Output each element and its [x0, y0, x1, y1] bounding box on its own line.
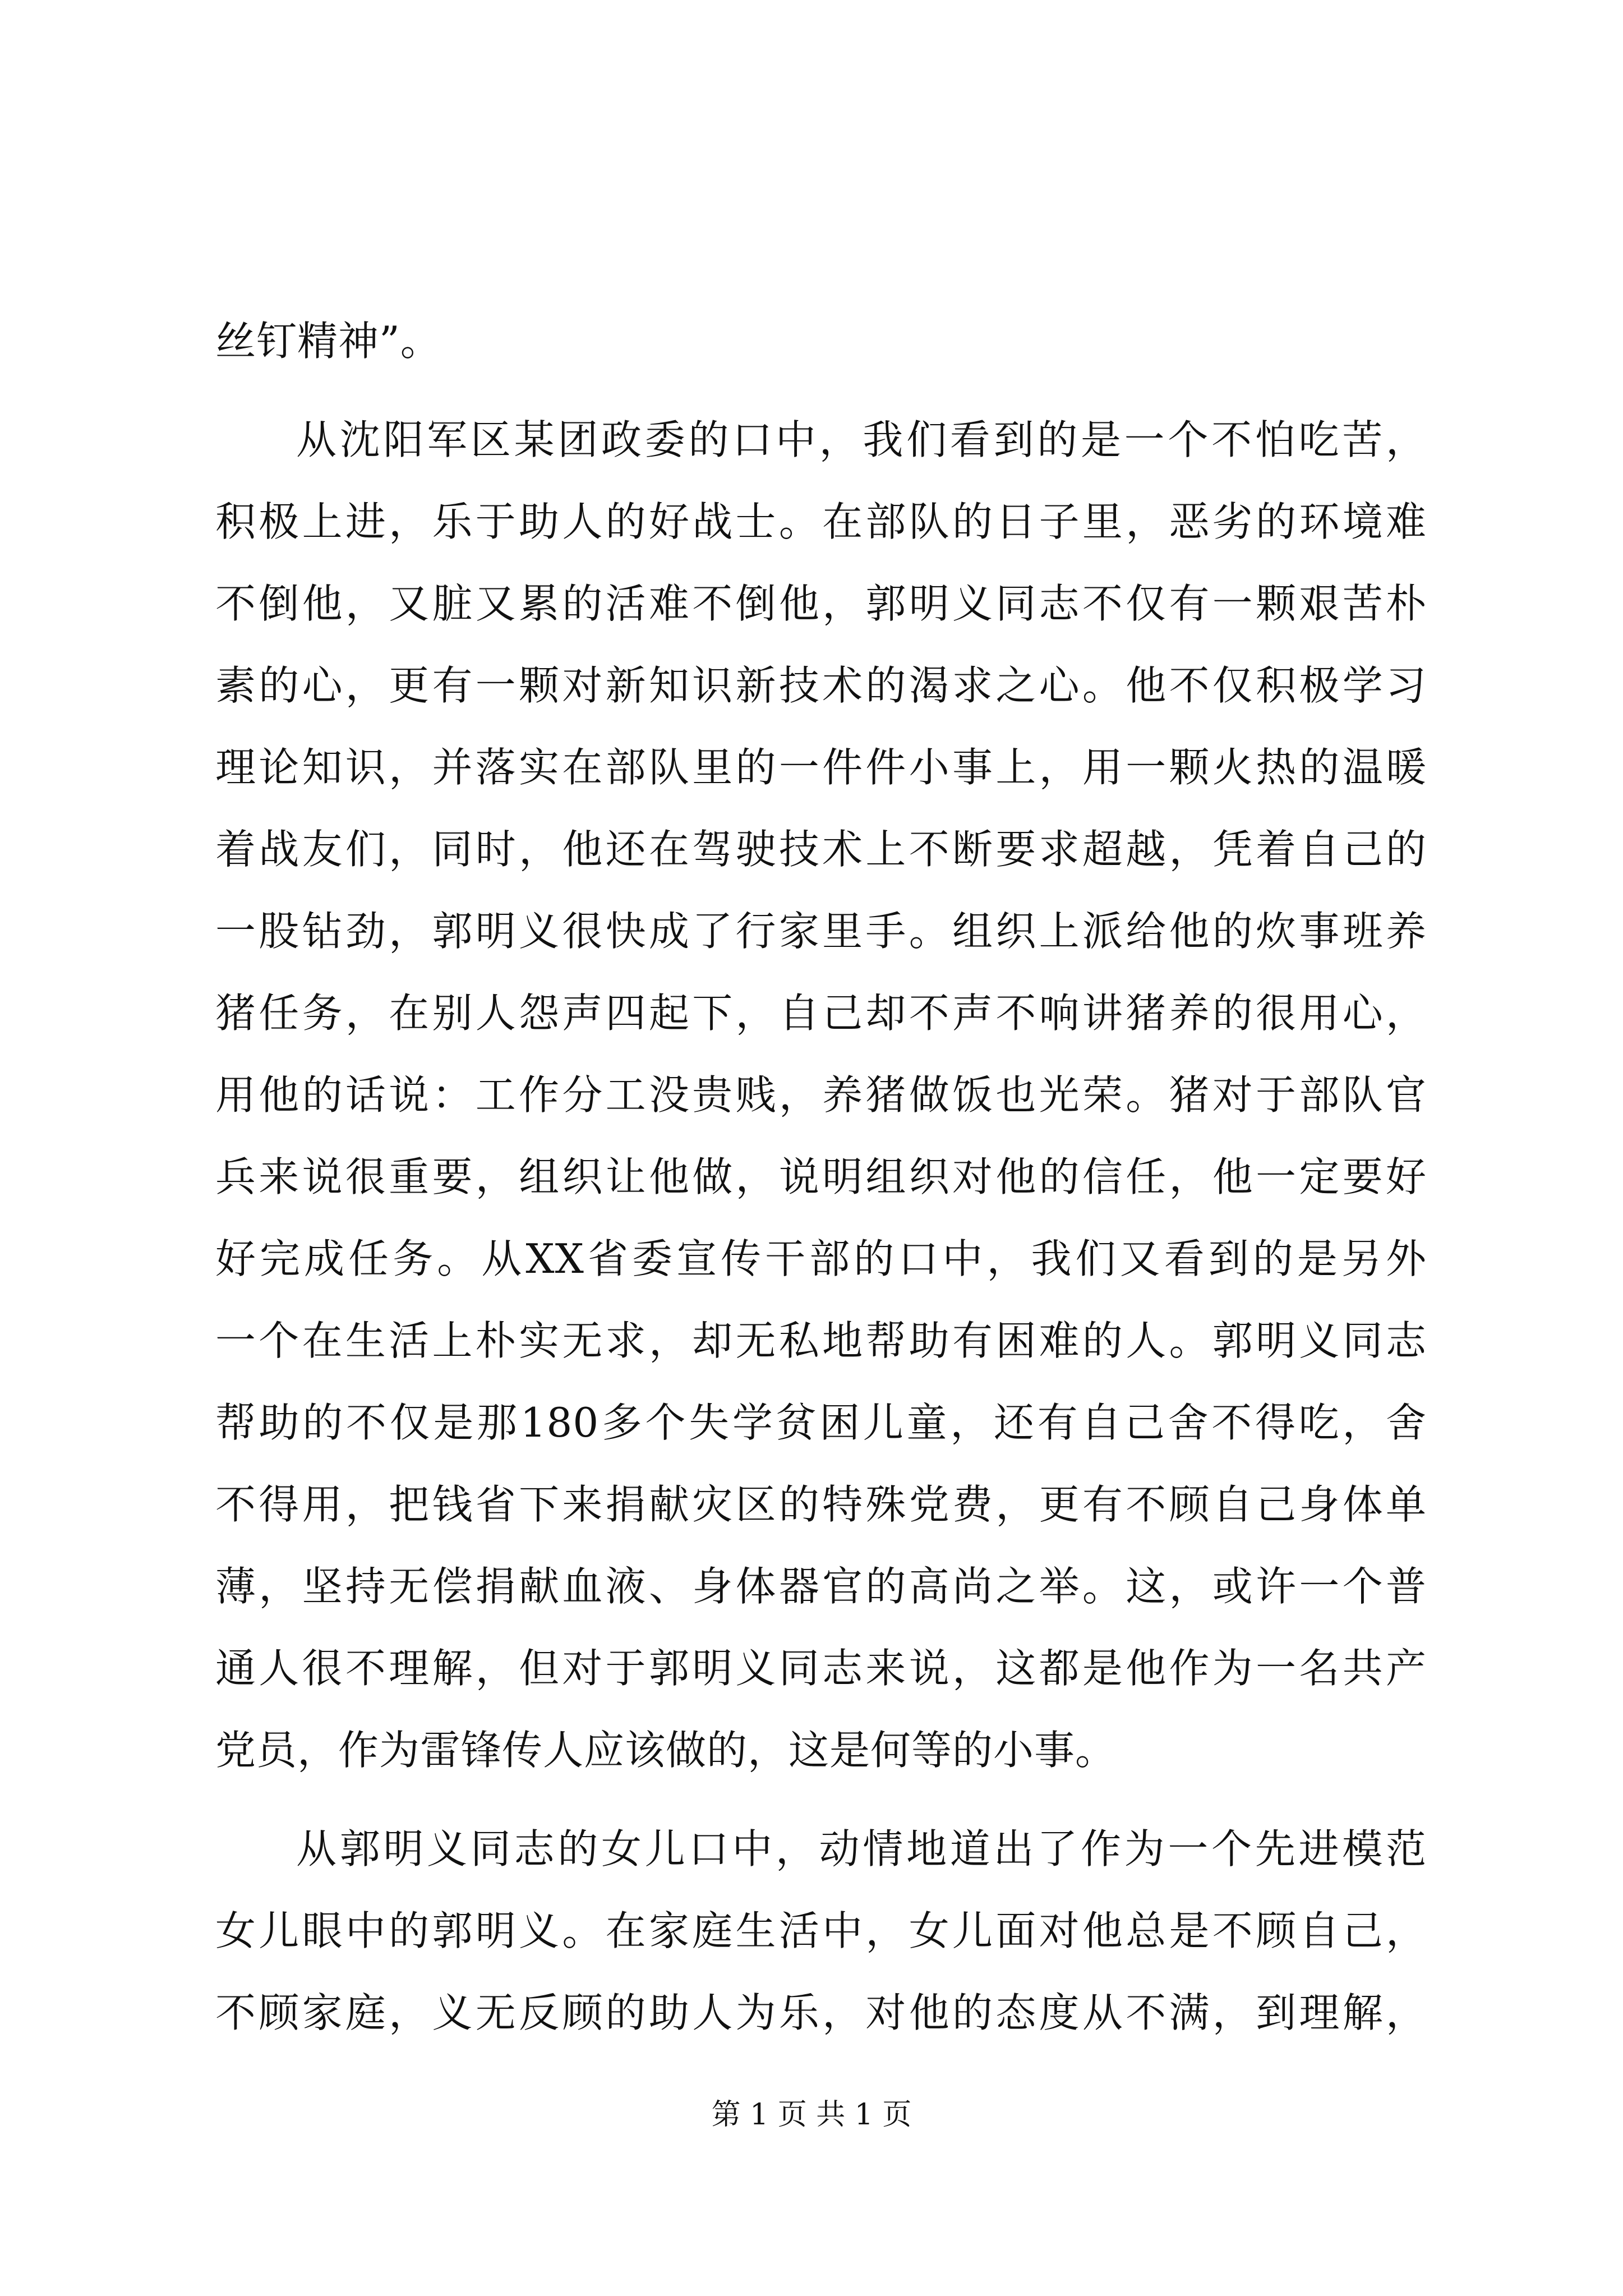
text-line: 一股钻劲，郭明义很快成了行家里手。组织上派给他的炊事班养 [215, 908, 1427, 955]
text-line: 着战友们，同时，他还在驾驶技术上不断要求超越，凭着自己的 [215, 826, 1427, 873]
text-line: 理论知识，并落实在部队里的一件件小事上，用一颗火热的温暖 [215, 744, 1427, 791]
text-line: 女儿眼中的郭明义。在家庭生活中，女儿面对他总是不顾自己， [215, 1907, 1427, 1954]
text-line: 从郭明义同志的女儿口中，动情地道出了作为一个先进模范 [296, 1825, 1427, 1872]
text-line: 素的心，更有一颗对新知识新技术的渴求之心。他不仅积极学习 [215, 662, 1427, 709]
text-line: 党员，作为雷锋传人应该做的，这是何等的小事。 [215, 1727, 1117, 1774]
text-line: 好完成任务。从XX省委宣传干部的口中，我们又看到的是另外 [215, 1235, 1427, 1282]
paragraph [215, 300, 1427, 382]
text-line: 猪任务，在别人怨声四起下，自己却不声不响讲猪养的很用心， [215, 990, 1427, 1037]
text-line: 用他的话说：工作分工没贵贱，养猪做饭也光荣。猪对于部队官 [215, 1071, 1427, 1119]
paragraph [215, 399, 1427, 1791]
text-line: 薄，坚持无偿捐献血液、身体器官的高尚之举。这，或许一个普 [215, 1563, 1427, 1610]
body-text [215, 300, 1427, 2054]
text-line: 从沈阳军区某团政委的口中，我们看到的是一个不怕吃苦， [296, 416, 1427, 463]
page-footer: 第 1 页 共 1 页 [711, 2098, 912, 2132]
text-line: 不得用，把钱省下来捐献灾区的特殊党费，更有不顾自己身体单 [215, 1481, 1427, 1528]
paragraph [215, 1808, 1427, 2054]
text-line: 丝钉精神”。 [215, 318, 441, 365]
text-line: 不顾家庭，义无反顾的助人为乐，对他的态度从不满，到理解， [215, 1989, 1427, 2036]
text-line: 兵来说很重要，组织让他做，说明组织对他的信任，他一定要好 [215, 1153, 1427, 1200]
text-line: 帮助的不仅是那180多个失学贫困儿童，还有自己舍不得吃，舍 [215, 1399, 1427, 1446]
text-line: 积极上进，乐于助人的好战士。在部队的日子里，恶劣的环境难 [215, 498, 1427, 545]
text-line: 一个在生活上朴实无求，却无私地帮助有困难的人。郭明义同志 [215, 1317, 1427, 1364]
text-line: 通人很不理解，但对于郭明义同志来说，这都是他作为一名共产 [215, 1645, 1427, 1692]
text-line: 不倒他，又脏又累的活难不倒他，郭明义同志不仅有一颗艰苦朴 [215, 580, 1427, 627]
